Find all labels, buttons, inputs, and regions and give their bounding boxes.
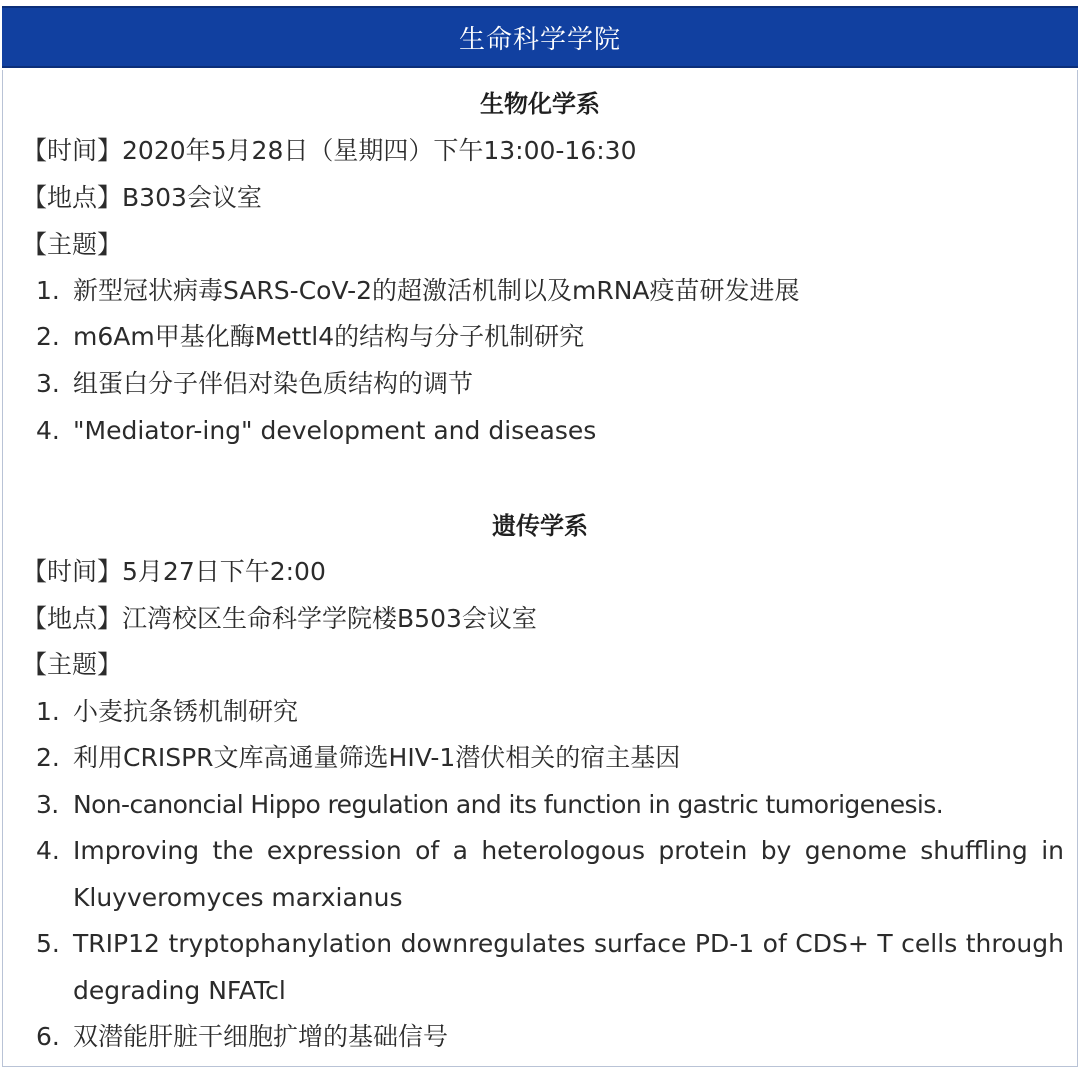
- topic-text: "Mediator-ing" development and diseases: [73, 416, 597, 445]
- topic-text: Improving the expression of a heterologous protein by genome shuffling in Kluyveromyces marxianus: [73, 836, 1064, 912]
- topic-number: 4.: [36, 416, 60, 445]
- topic-text: 小麦抗条锈机制研究: [73, 697, 299, 726]
- topic-number: 3.: [36, 790, 59, 819]
- time-value: 5月27日下午2:00: [122, 557, 326, 586]
- topic-item: [36, 314, 1064, 361]
- time-value: 2020年5月28日（星期四）下午13:00-16:30: [122, 136, 637, 165]
- topic-heading: 【主题】: [22, 230, 123, 259]
- topic-item: [36, 408, 1064, 455]
- topic-item: [36, 1014, 1064, 1061]
- topic-text: 双潜能肝脏干细胞扩增的基础信号: [73, 1022, 449, 1051]
- topic-number: 1.: [36, 697, 60, 726]
- place-line: [22, 601, 537, 637]
- topic-text: m6Am甲基化酶Mettl4的结构与分子机制研究: [73, 322, 585, 351]
- topic-number: 4.: [36, 836, 60, 865]
- topic-number: 3.: [36, 369, 60, 398]
- topic-item: [36, 735, 1064, 782]
- topic-text: 利用CRISPR文库高通量筛选HIV-1潜伏相关的宿主基因: [73, 743, 681, 772]
- time-label: 【时间】: [22, 557, 123, 586]
- place-line: [22, 180, 262, 216]
- topic-number: 2.: [36, 322, 60, 351]
- topic-text: 组蛋白分子伴侣对染色质结构的调节: [73, 369, 474, 398]
- college-title: 生命科学学院: [458, 24, 621, 55]
- time-line: [22, 133, 636, 169]
- department-title-biochemistry: 生物化学系: [480, 90, 600, 118]
- topic-item: [36, 828, 1064, 921]
- topic-number: 5.: [36, 929, 60, 958]
- topic-item: [36, 782, 1064, 829]
- topic-text: 新型冠状病毒SARS-CoV-2的超激活机制以及mRNA疫苗研发进展: [73, 276, 800, 305]
- topic-item: [36, 268, 1064, 315]
- time-label: 【时间】: [22, 136, 123, 165]
- topic-item: [36, 361, 1064, 408]
- place-value: 江湾校区生命科学学院楼B503会议室: [122, 604, 537, 633]
- topic-number: 2.: [36, 743, 60, 772]
- topic-text: Non-canoncial Hippo regulation and its function in gastric tumorigenesis.: [73, 790, 944, 819]
- college-header-banner: [2, 6, 1078, 68]
- topic-number: 6.: [36, 1022, 60, 1051]
- place-label: 【地点】: [22, 183, 123, 212]
- place-label: 【地点】: [22, 604, 123, 633]
- topic-heading: 【主题】: [22, 650, 123, 679]
- place-value: B303会议室: [122, 183, 262, 212]
- topic-item: [36, 689, 1064, 736]
- topic-text: TRIP12 tryptophanylation downregulates surface PD-1 of CDS+ T cells through degrading NFATcl: [73, 929, 1064, 1005]
- time-line: [22, 554, 326, 590]
- topic-number: 1.: [36, 276, 60, 305]
- department-title-genetics: 遗传学系: [492, 512, 588, 540]
- topic-item: [36, 921, 1064, 1014]
